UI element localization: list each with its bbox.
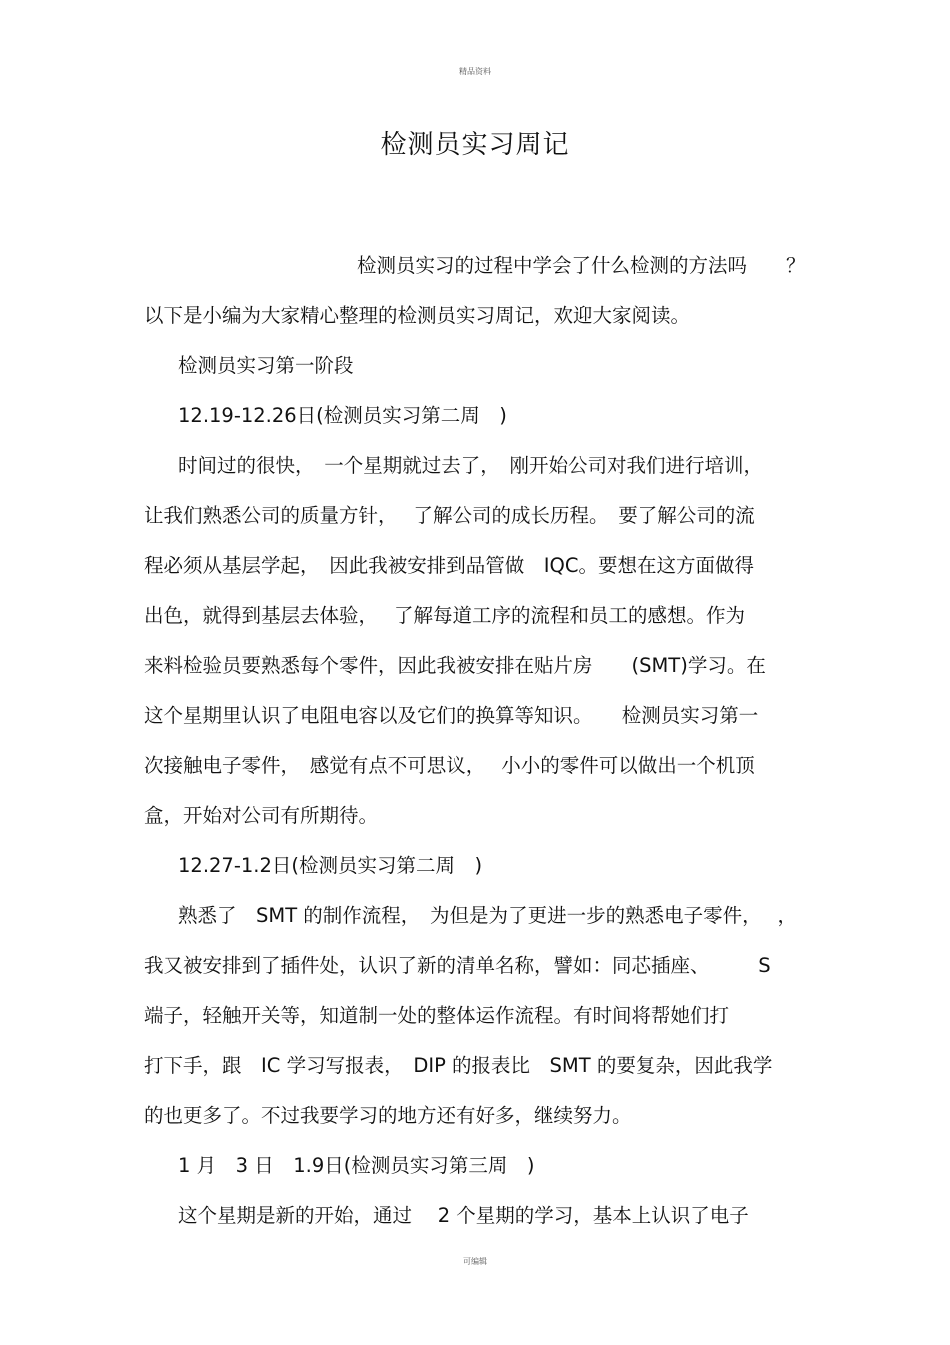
paragraph-line: 盒，开始对公司有所期待。 — [144, 804, 379, 827]
paragraph-line: 打下手，跟 IC 学习写报表， DIP 的报表比 SMT 的要复杂，因此我学 — [144, 1054, 773, 1077]
paragraph-line: 时间过的很快， 一个星期就过去了， 刚开始公司对我们进行培训， — [178, 454, 764, 477]
paragraph-line: 程必须从基层学起， 因此我被安排到品管做 IQC。要想在这方面做得 — [144, 554, 754, 577]
paragraph-line: 的也更多了。不过我要学习的地方还有好多，继续努力。 — [144, 1104, 632, 1127]
page-title: 检测员实习周记 — [380, 130, 570, 160]
paragraph-line: 来料检验员要熟悉每个零件，因此我被安排在贴片房 (SMT)学习。在 — [144, 654, 766, 677]
paragraph-line: 让我们熟悉公司的质量方针， 了解公司的成长历程。 要了解公司的流 — [144, 504, 755, 527]
paragraph-line: 出色，就得到基层去体验， 了解每道工序的流程和员工的感想。作为 — [144, 604, 745, 627]
week-heading: 12.19-12.26日(检测员实习第二周 ) — [178, 404, 507, 427]
paragraph-line: 端子，轻触开关等，知道制一处的整体运作流程。有时间将帮她们打 — [144, 1004, 730, 1027]
paragraph-line: 检测员实习的过程中学会了什么检测的方法吗 ？ — [357, 254, 806, 277]
paragraph-line: 以下是小编为大家精心整理的检测员实习周记，欢迎大家阅读。 — [144, 304, 691, 327]
header-watermark: 精品资料 — [459, 67, 491, 76]
week-heading: 12.27-1.2日(检测员实习第二周 ) — [178, 854, 483, 877]
paragraph-line: 这个星期里认识了电阻电容以及它们的换算等知识。 检测员实习第一 — [144, 704, 759, 727]
paragraph-line: 熟悉了 SMT 的制作流程， 为但是为了更进一步的熟悉电子零件， ， — [178, 904, 798, 927]
paragraph-line: 次接触电子零件， 感觉有点不可思议， 小小的零件可以做出一个机顶 — [144, 754, 755, 777]
paragraph-line: 这个星期是新的开始，通过 2 个星期的学习，基本上认识了电子 — [178, 1204, 749, 1227]
section-heading: 检测员实习第一阶段 — [178, 354, 354, 377]
footer-watermark: 可编辑 — [463, 1257, 487, 1266]
week-heading: 1 月 3 日 1.9日(检测员实习第三周 ) — [178, 1154, 535, 1177]
paragraph-line: 我又被安排到了插件处，认识了新的清单名称，譬如：同芯插座、 S — [144, 954, 771, 977]
